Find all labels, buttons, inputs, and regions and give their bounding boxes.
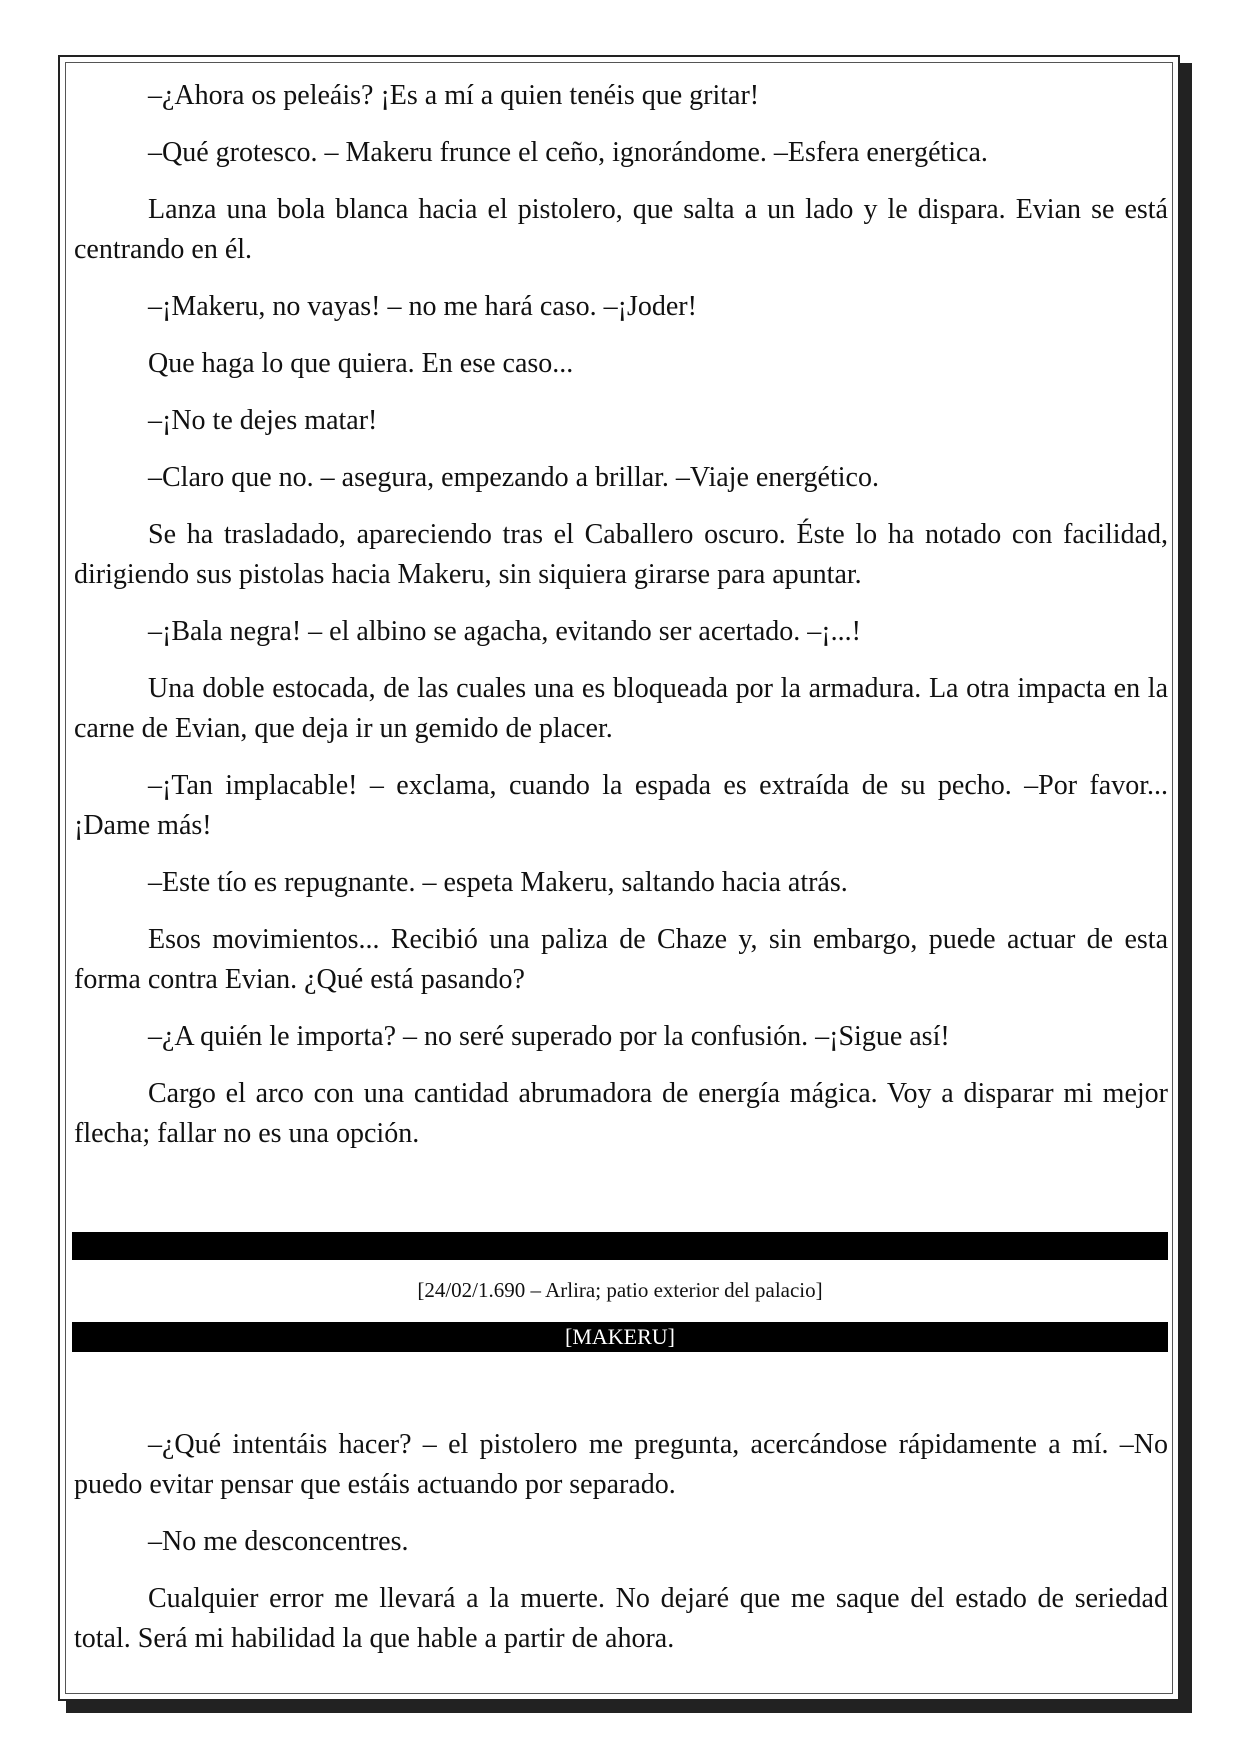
paragraph: –¡No te dejes matar! bbox=[148, 405, 378, 436]
scene-date-location: [24/02/1.690 – Arlira; patio exterior del palacio] bbox=[417, 1278, 823, 1302]
paragraph: –¡Tan implacable! – exclama, cuando la espada es extraída de su pecho. –Por favor... ¡Dame más! bbox=[74, 770, 1168, 841]
paragraph: Lanza una bola blanca hacia el pistolero, que salta a un lado y le dispara. Evian se está centrando en él. bbox=[74, 194, 1168, 265]
story-text-section-1 bbox=[74, 76, 1168, 1171]
paragraph: Cargo el arco con una cantidad abrumadora de energía mágica. Voy a disparar mi mejor flecha; fallar no es una opción. bbox=[74, 1078, 1168, 1149]
paragraph: Una doble estocada, de las cuales una es bloqueada por la armadura. La otra impacta en la carne de Evian, que deja ir un gemido de placer. bbox=[74, 673, 1168, 744]
paragraph: –¿Ahora os peleáis? ¡Es a mí a quien tenéis que gritar! bbox=[148, 80, 760, 111]
paragraph: Que haga lo que quiera. En ese caso... bbox=[148, 348, 574, 379]
paragraph: –¡Bala negra! – el albino se agacha, evitando ser acertado. –¡...! bbox=[148, 616, 861, 647]
paragraph: –¿Qué intentáis hacer? – el pistolero me pregunta, acercándose rápidamente a mí. –No puedo evitar pensar que estáis actuando por separado. bbox=[74, 1429, 1168, 1500]
paragraph: Se ha trasladado, apareciendo tras el Caballero oscuro. Éste lo ha notado con facilidad, dirigiendo sus pistolas hacia Makeru, sin siquiera girarse para apuntar. bbox=[74, 519, 1168, 590]
story-text-section-2 bbox=[74, 1425, 1168, 1676]
paragraph: –¿A quién le importa? – no seré superado por la confusión. –¡Sigue así! bbox=[148, 1021, 950, 1052]
scene-divider-bar bbox=[72, 1232, 1168, 1260]
paragraph: –Este tío es repugnante. – espeta Makeru, saltando hacia atrás. bbox=[148, 867, 848, 898]
paragraph: Esos movimientos... Recibió una paliza de Chaze y, sin embargo, puede actuar de esta forma contra Evian. ¿Qué está pasando? bbox=[74, 924, 1168, 995]
paragraph: –Qué grotesco. – Makeru frunce el ceño, ignorándome. –Esfera energética. bbox=[148, 137, 988, 168]
paragraph: –No me desconcentres. bbox=[148, 1526, 409, 1557]
scene-character-name: [MAKERU] bbox=[72, 1322, 1168, 1352]
paragraph: –¡Makeru, no vayas! – no me hará caso. –¡Joder! bbox=[148, 291, 697, 322]
paragraph: Cualquier error me llevará a la muerte. No dejaré que me saque del estado de seriedad total. Será mi habilidad la que hable a partir de ahora. bbox=[74, 1583, 1168, 1654]
paragraph: –Claro que no. – asegura, empezando a brillar. –Viaje energético. bbox=[148, 462, 879, 493]
